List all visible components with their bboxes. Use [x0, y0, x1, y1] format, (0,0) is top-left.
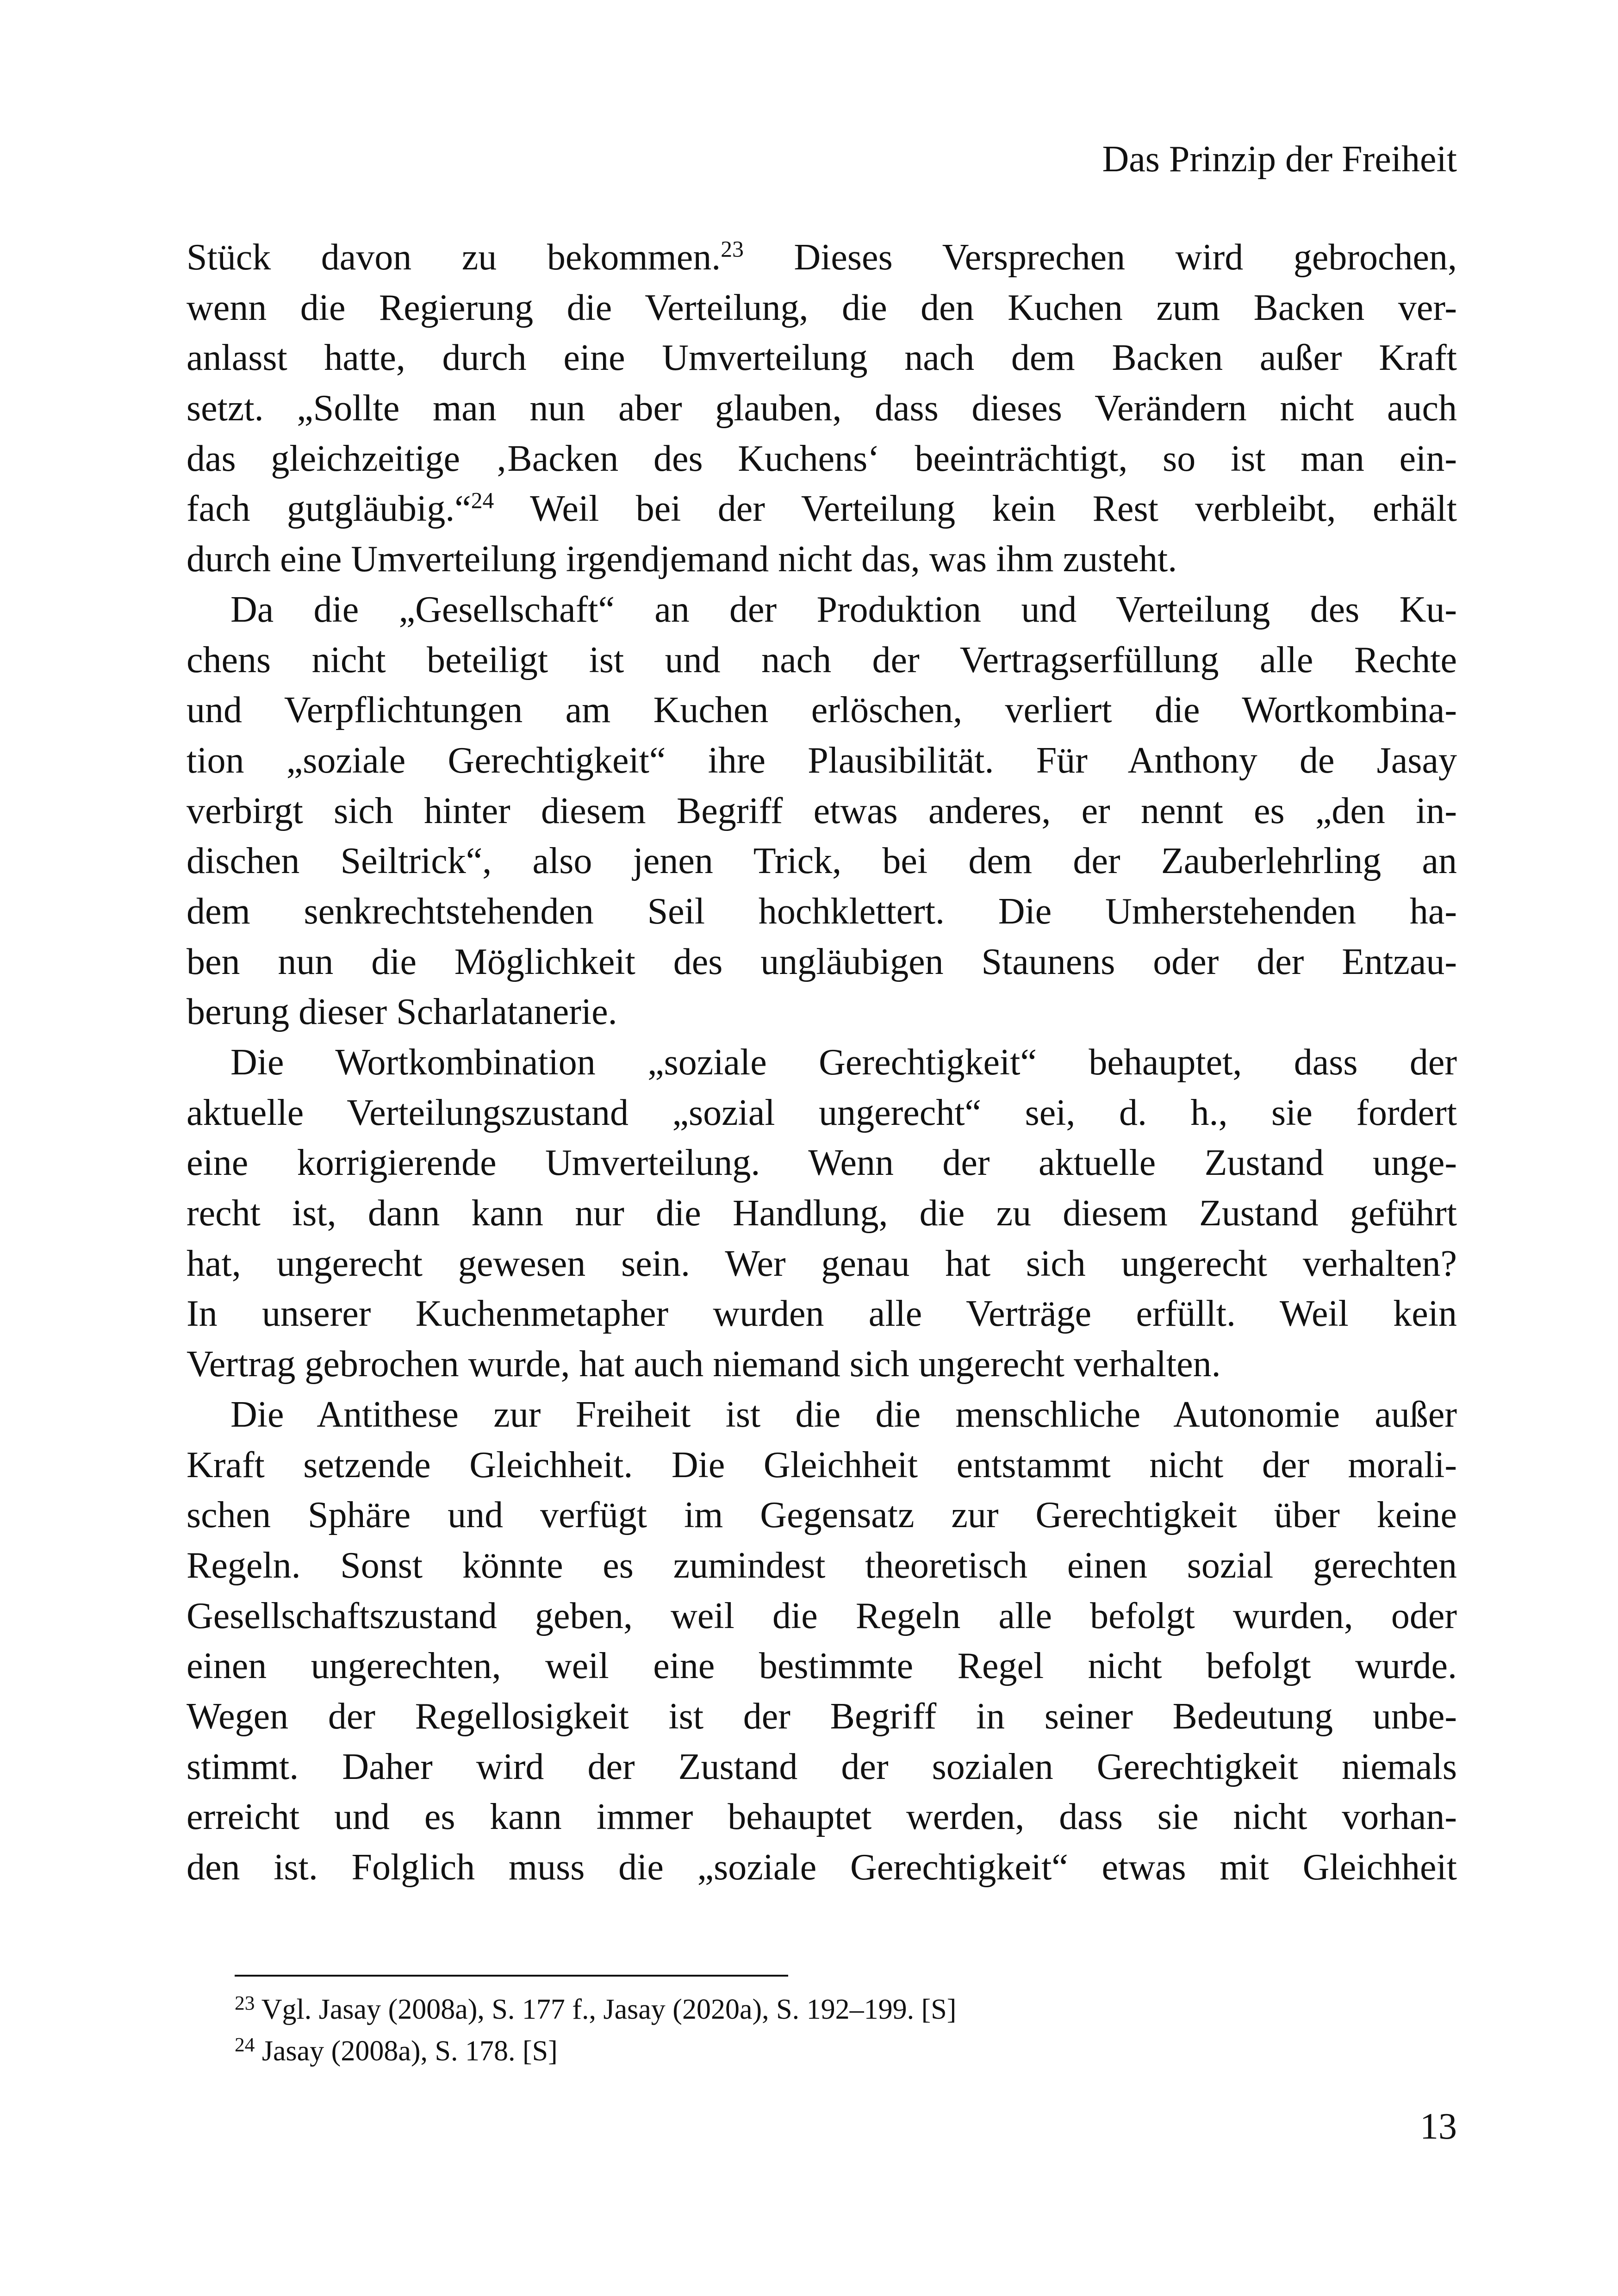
footnote-text: Vgl. Jasay (2008a), S. 177 f., Jasay (2020a), S. 192–199. [S] — [255, 1994, 957, 2025]
footnote-number: 23 — [235, 1992, 255, 2015]
text-line: Gesellschaftszustand geben, weil die Regeln alle befolgt wurden, oder — [187, 1595, 1457, 1636]
running-header: Das Prinzip der Freiheit — [1102, 139, 1457, 180]
text-line: durch eine Umverteilung irgendjemand nicht das, was ihm zusteht. — [187, 539, 1177, 580]
text-line: Wegen der Regellosigkeit ist der Begriff in seiner Bedeutung unbe- — [187, 1696, 1457, 1737]
text-line: Vertrag gebrochen wurde, hat auch niemand sich ungerecht verhalten. — [187, 1344, 1221, 1385]
text-line: dem senkrechtstehenden Seil hochklettert. Die Umherstehenden ha- — [187, 891, 1457, 932]
footnote-marker[interactable]: 24 — [471, 488, 494, 514]
text-line: Stück davon zu bekommen.$^{23}$ Dieses Versprechen wird gebrochen, — [187, 236, 1457, 278]
text-line: verbirgt sich hinter diesem Begriff etwas anderes, er nennt es „den in- — [187, 790, 1457, 831]
text-line: eine korrigierende Umverteilung. Wenn der aktuelle Zustand unge- — [187, 1142, 1457, 1184]
text-line: chens nicht beteiligt ist und nach der Vertragserfüllung alle Rechte — [187, 639, 1457, 680]
text-line: In unserer Kuchenmetapher wurden alle Verträge erfüllt. Weil kein — [187, 1293, 1457, 1335]
text-line: tion „soziale Gerechtigkeit“ ihre Plausibilität. Für Anthony de Jasay — [187, 740, 1457, 781]
footnote-text: Jasay (2008a), S. 178. [S] — [255, 2035, 558, 2067]
text-line: Die Antithese zur Freiheit ist die die menschliche Autonomie außer — [230, 1394, 1457, 1435]
text-line: dischen Seiltrick“, also jenen Trick, bei dem der Zauberlehrling an — [187, 841, 1457, 882]
paragraph — [187, 585, 1457, 1037]
footnotes — [235, 1989, 956, 2072]
page-number: 13 — [1420, 2106, 1457, 2147]
text-line: den ist. Folglich muss die „soziale Gerechtigkeit“ etwas mit Gleichheit — [187, 1847, 1457, 1888]
footnote-marker[interactable]: 23 — [721, 236, 744, 262]
text-line: einen ungerechten, weil eine bestimmte Regel nicht befolgt wurde. — [187, 1646, 1457, 1687]
text-line: aktuelle Verteilungszustand „sozial ungerecht“ sei, d. h., sie fordert — [187, 1092, 1457, 1133]
text-line: und Verpflichtungen am Kuchen erlöschen, verliert die Wortkombina- — [187, 690, 1457, 731]
paragraph — [187, 1390, 1457, 1893]
text-line: stimmt. Daher wird der Zustand der sozialen Gerechtigkeit niemals — [187, 1746, 1457, 1787]
text-line: setzt. „Sollte man nun aber glauben, dass dieses Verändern nicht auch — [187, 388, 1457, 429]
text-line: anlasst hatte, durch eine Umverteilung nach dem Backen außer Kraft — [187, 337, 1457, 379]
text-line: Kraft setzende Gleichheit. Die Gleichheit entstammt nicht der morali- — [187, 1444, 1457, 1485]
text-line: wenn die Regierung die Verteilung, die den Kuchen zum Backen ver- — [187, 287, 1457, 328]
text-line: berung dieser Scharlatanerie. — [187, 992, 617, 1033]
text-line: Die Wortkombination „soziale Gerechtigkeit“ behauptet, dass der — [230, 1042, 1457, 1083]
paragraph — [187, 1037, 1457, 1390]
footnote-24 — [235, 2030, 956, 2072]
footnote-number: 24 — [235, 2034, 255, 2056]
text-line: schen Sphäre und verfügt im Gegensatz zur Gerechtigkeit über keine — [187, 1495, 1457, 1536]
text-line: erreicht und es kann immer behauptet werden, dass sie nicht vorhan- — [187, 1797, 1457, 1838]
footnote-separator — [235, 1975, 788, 1977]
footnote-23 — [235, 1989, 956, 2030]
body-text — [187, 232, 1457, 1893]
text-line: ben nun die Möglichkeit des ungläubigen Staunens oder der Entzau- — [187, 941, 1457, 982]
text-line: das gleichzeitige ‚Backen des Kuchens‘ beeinträchtigt, so ist man ein- — [187, 438, 1457, 479]
text-line: Da die „Gesellschaft“ an der Produktion und Verteilung des Ku- — [230, 589, 1457, 630]
paragraph — [187, 232, 1457, 585]
text-line: fach gutgläubig.“$^{24}$ Weil bei der Verteilung kein Rest verbleibt, erhält — [187, 488, 1457, 530]
text-line: recht ist, dann kann nur die Handlung, die zu diesem Zustand geführt — [187, 1193, 1457, 1234]
text-line: Regeln. Sonst könnte es zumindest theoretisch einen sozial gerechten — [187, 1545, 1457, 1586]
text-line: hat, ungerecht gewesen sein. Wer genau hat sich ungerecht verhalten? — [187, 1243, 1457, 1284]
